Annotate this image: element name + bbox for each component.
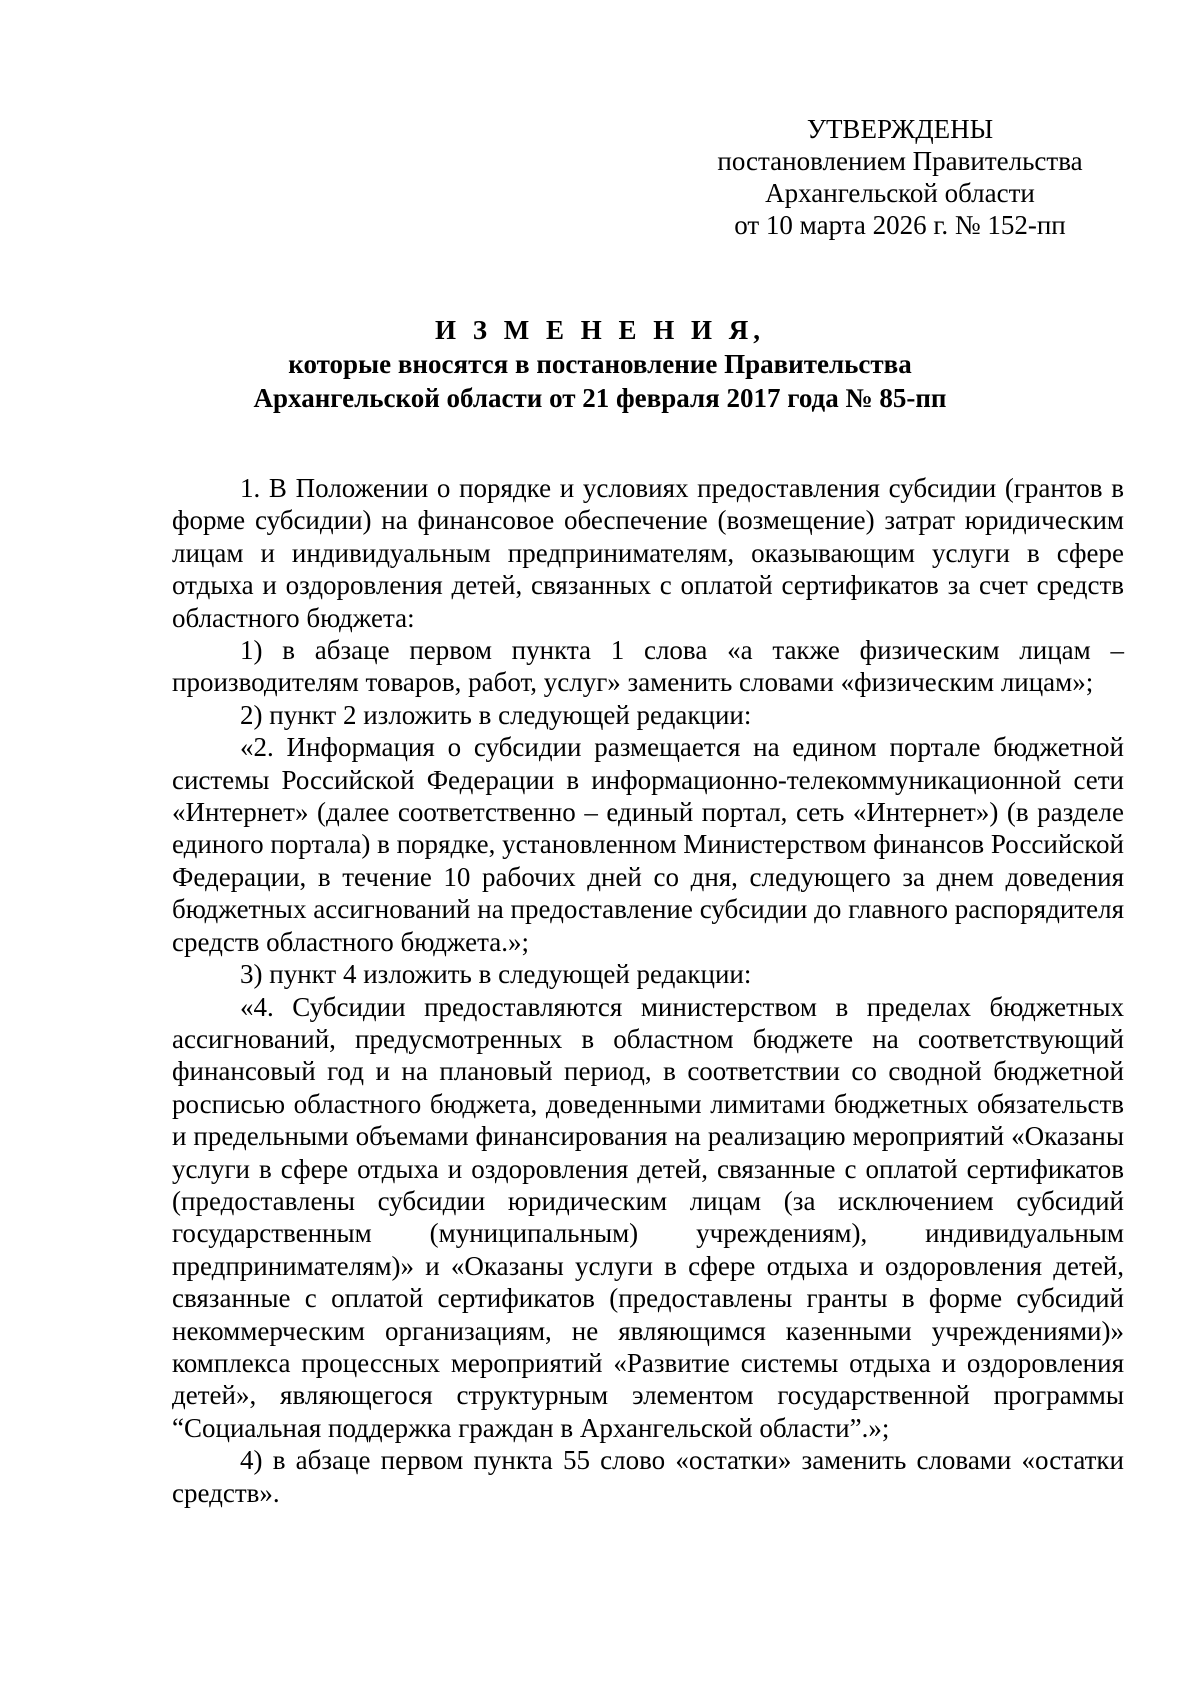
paragraph-quote-item-2: «2. Информация о субсидии размещается на едином портале бюджетной системы Российской Федерации в информационно-телекоммуникационной сети «Интернет» (далее соответственно – единый портал, сеть «Интернет») (в разделе единого портала) в порядке, установленном Министерством финансов Российской Федерации, в течение 10 рабочих дней со дня, следующего за днем доведения бюджетных ассигнований на предоставление субсидии до главного распорядителя средств областного бюджета.»; (172, 732, 1124, 957)
paragraph-quote-item-4: «4. Субсидии предоставляются министерством в пределах бюджетных ассигнований, предусмотренных в областном бюджете на соответствующий финансовый год и на плановый период, в соответствии со сводной бюджетной росписью областного бюджета, доведенными лимитами бюджетных обязательств и предельными объемами финансирования на реализацию мероприятий «Оказаны услуги в сфере отдыха и оздоровления детей, связанные с оплатой сертификатов (предоставлены субсидии юридическим лицам (за исключением субсидий государственным (муниципальным) учреждениям), индивидуальным предпринимателям)» и «Оказаны услуги в сфере отдыха и оздоровления детей, связанные с оплатой сертификатов (предоставлены гранты в форме субсидий некоммерческим организациям, не являющимся казенными учреждениями)» комплекса процессных мероприятий «Развитие системы отдыха и оздоровления детей», являющегося структурным элементом государственной программы “Социальная поддержка граждан в Архангельской области”.»; (172, 991, 1124, 1443)
approval-line-2: Архангельской области (765, 178, 1035, 208)
title-heading: И З М Е Н Е Н И Я, (434, 315, 765, 345)
document-body (172, 472, 1124, 1509)
paragraph-subitem-3: 3) пункт 4 изложить в следующей редакции: (240, 959, 752, 990)
title-line-2: Архангельской области от 21 февраля 2017 года № 85-пп (253, 383, 947, 413)
approval-line-3: от 10 марта 2026 г. № 152-пп (734, 210, 1066, 240)
title-line-1: которые вносятся в постановление Правительства (288, 349, 912, 379)
paragraph-subitem-2: 2) пункт 2 изложить в следующей редакции: (240, 699, 752, 730)
approval-stamp (690, 113, 1110, 241)
document-title (172, 313, 1028, 415)
paragraph-subitem-4: 4) в абзаце первом пункта 55 слово «остатки» заменить словами «остатки средств». (172, 1445, 1124, 1508)
approval-heading: УТВЕРЖДЕНЫ (806, 114, 994, 144)
paragraph-subitem-1: 1) в абзаце первом пункта 1 слова «а также физическим лицам – производителям товаров, работ, услуг» заменить словами «физическим лицам»; (172, 635, 1124, 698)
paragraph-item-1: 1. В Положении о порядке и условиях предоставления субсидии (грантов в форме субсидии) на финансовое обеспечение (возмещение) затрат юридическим лицам и индивидуальным предпринимателям, оказывающим услуги в сфере отдыха и оздоровления детей, связанных с оплатой сертификатов за счет средств областного бюджета: (172, 473, 1124, 633)
approval-line-1: постановлением Правительства (717, 146, 1083, 176)
